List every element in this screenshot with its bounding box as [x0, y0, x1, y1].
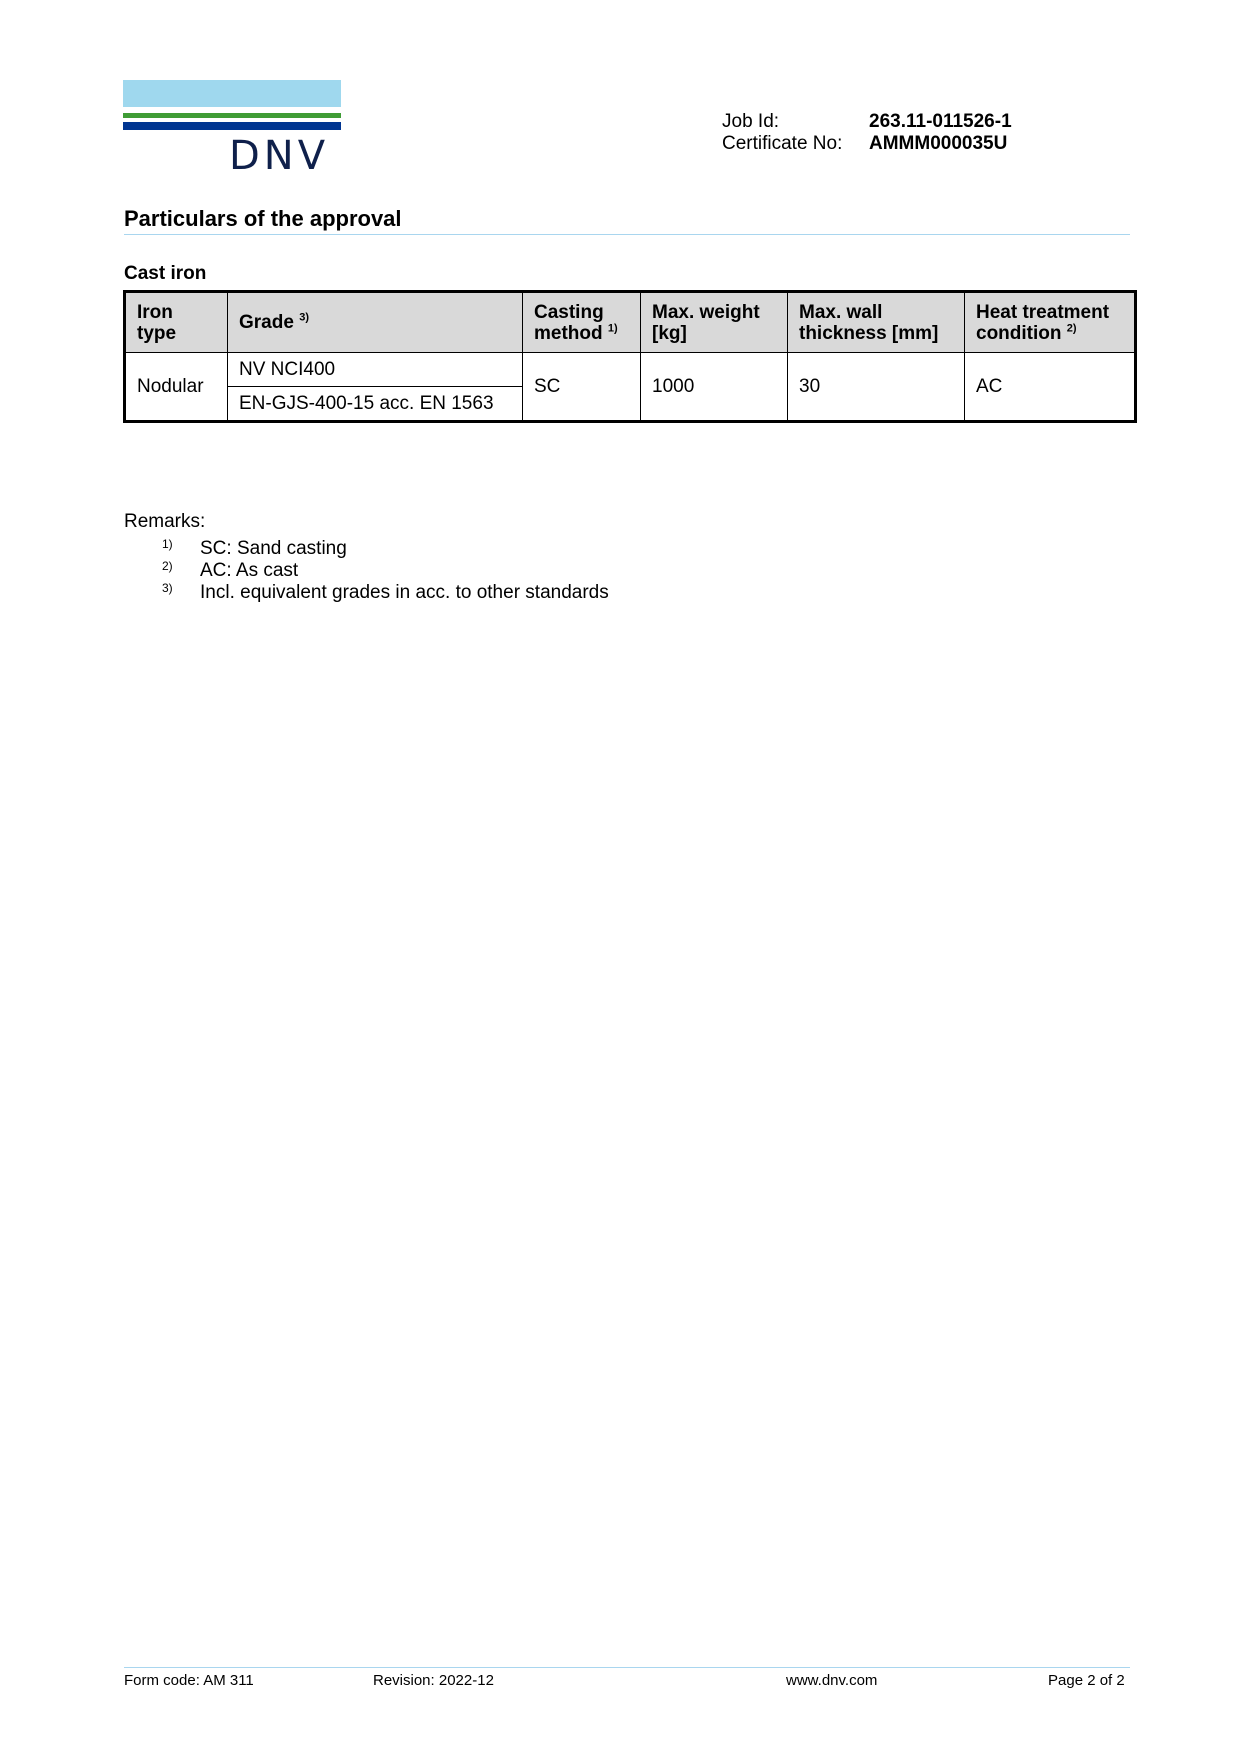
remarks-title: Remarks:: [124, 511, 206, 532]
table-header-row: [125, 292, 1136, 353]
footer-revision: Revision: 2022-12: [373, 1672, 494, 1689]
job-id-label: Job Id:: [722, 111, 780, 132]
heat-footnote-mark: 2): [1066, 322, 1077, 335]
cell-max-weight: 1000: [641, 353, 788, 422]
header-heat-treatment: Heat treatment condition $^{2)}$: [965, 292, 1136, 353]
remark-mark: 2): [162, 559, 173, 573]
header-max-weight: Max. weight [kg]: [641, 292, 788, 353]
section-title: Particulars of the approval: [124, 206, 402, 231]
logo-green-bar: [123, 113, 341, 118]
remark-text: SC: Sand casting: [200, 538, 347, 559]
footer-divider: [124, 1667, 1130, 1668]
footer-form-code: Form code: AM 311: [124, 1672, 254, 1689]
table-row: [125, 353, 1136, 387]
dnv-logo: [123, 80, 341, 179]
logo-light-blue-bar: [123, 80, 341, 107]
remark-mark: 3): [162, 581, 173, 595]
cell-grade-1: NV NCI400: [228, 353, 523, 387]
header-casting-method: Casting method $^{1)}$: [523, 292, 641, 353]
subsection-title: Cast iron: [124, 263, 207, 284]
footer-website[interactable]: www.dnv.com: [786, 1672, 878, 1689]
footer-page-number: Page 2 of 2: [1048, 1672, 1125, 1689]
cast-iron-table: [123, 290, 1137, 423]
cell-grade-2: EN-GJS-400-15 acc. EN 1563: [228, 387, 523, 422]
job-id-value: 263.11-011526-1: [869, 111, 1012, 132]
certificate-value: AMMM000035U: [869, 133, 1008, 154]
header-grade: Grade $^{3)}$: [228, 292, 523, 353]
logo-wordmark: DNV: [229, 133, 330, 179]
header-iron-type: Iron type: [125, 292, 228, 353]
cell-max-wall-thickness: 30: [788, 353, 965, 422]
grade-footnote-mark: 3): [299, 311, 309, 324]
header-max-wall-thickness: Max. wall thickness [mm]: [788, 292, 965, 353]
logo-blue-bar: [123, 122, 341, 130]
casting-footnote-mark: 1): [607, 322, 618, 335]
remark-mark: 1): [162, 537, 173, 551]
remark-item: [162, 577, 609, 604]
cell-heat-treatment: AC: [965, 353, 1136, 422]
remark-text: Incl. equivalent grades in acc. to other standards: [200, 582, 609, 603]
remark-text: AC: As cast: [200, 560, 299, 581]
certificate-label: Certificate No:: [722, 133, 843, 154]
section-divider: [124, 234, 1130, 235]
cell-iron-type: Nodular: [125, 353, 228, 422]
cell-casting-method: SC: [523, 353, 641, 422]
